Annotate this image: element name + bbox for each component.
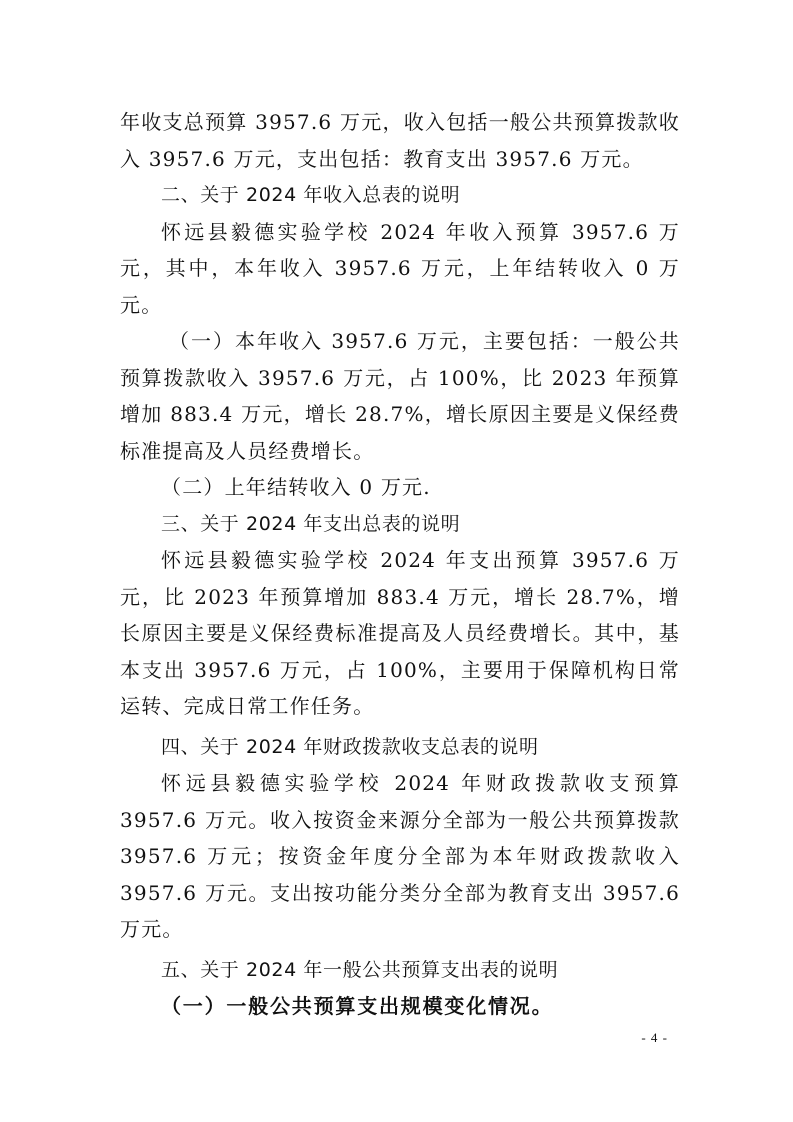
carryover-income-paragraph: （二）上年结转收入 0 万元. xyxy=(161,475,431,499)
fiscal-appropriation-paragraph: 怀远县毅德实验学校 2024 年财政拨款收支预算 3957.6 万元。收入按资金来源分全部为一般公共预算拨款 3957.6 万元；按资金年度分全部为本年财政拨款收入 3957.6 万元。支出按功能分类分全部为教育支出 3957.6 万元。 xyxy=(120,771,680,941)
current-year-income-paragraph: （一）本年收入 3957.6 万元，主要包括：一般公共预算拨款收入 3957.6 万元，占 100%，比 2023 年预算增加 883.4 万元，增长 28.7%，增长原因主要是义保经费标准提高及人员经费增长。 xyxy=(120,329,680,463)
section-heading-fiscal-appropriation: 四、关于 2024 年财政拨款收支总表的说明 xyxy=(161,735,539,758)
section-heading-general-budget-expenditure: 五、关于 2024 年一般公共预算支出表的说明 xyxy=(161,958,559,981)
intro-paragraph: 年收支总预算 3957.6 万元，收入包括一般公共预算拨款收入 3957.6 万元，支出包括：教育支出 3957.6 万元。 xyxy=(120,110,680,171)
document-body xyxy=(120,104,680,1025)
section-heading-expenditure-summary: 三、关于 2024 年支出总表的说明 xyxy=(161,512,461,535)
section-heading-income-summary: 二、关于 2024 年收入总表的说明 xyxy=(161,184,461,206)
subsection-heading-scale-change: （一）一般公共预算支出规模变化情况。 xyxy=(161,994,554,1018)
page-number: - 4 - xyxy=(641,1030,668,1045)
income-summary-paragraph: 怀远县毅德实验学校 2024 年收入预算 3957.6 万元，其中，本年收入 3957.6 万元，上年结转收入 0 万元。 xyxy=(120,219,680,317)
expenditure-summary-paragraph: 怀远县毅德实验学校 2024 年支出预算 3957.6 万元，比 2023 年预算增加 883.4 万元，增长 28.7%，增长原因主要是义保经费标准提高及人员经费增长。其中，基本支出 3957.6 万元，占 100%，主要用于保障机构日常运转、完成日常工作任务。 xyxy=(120,548,680,718)
